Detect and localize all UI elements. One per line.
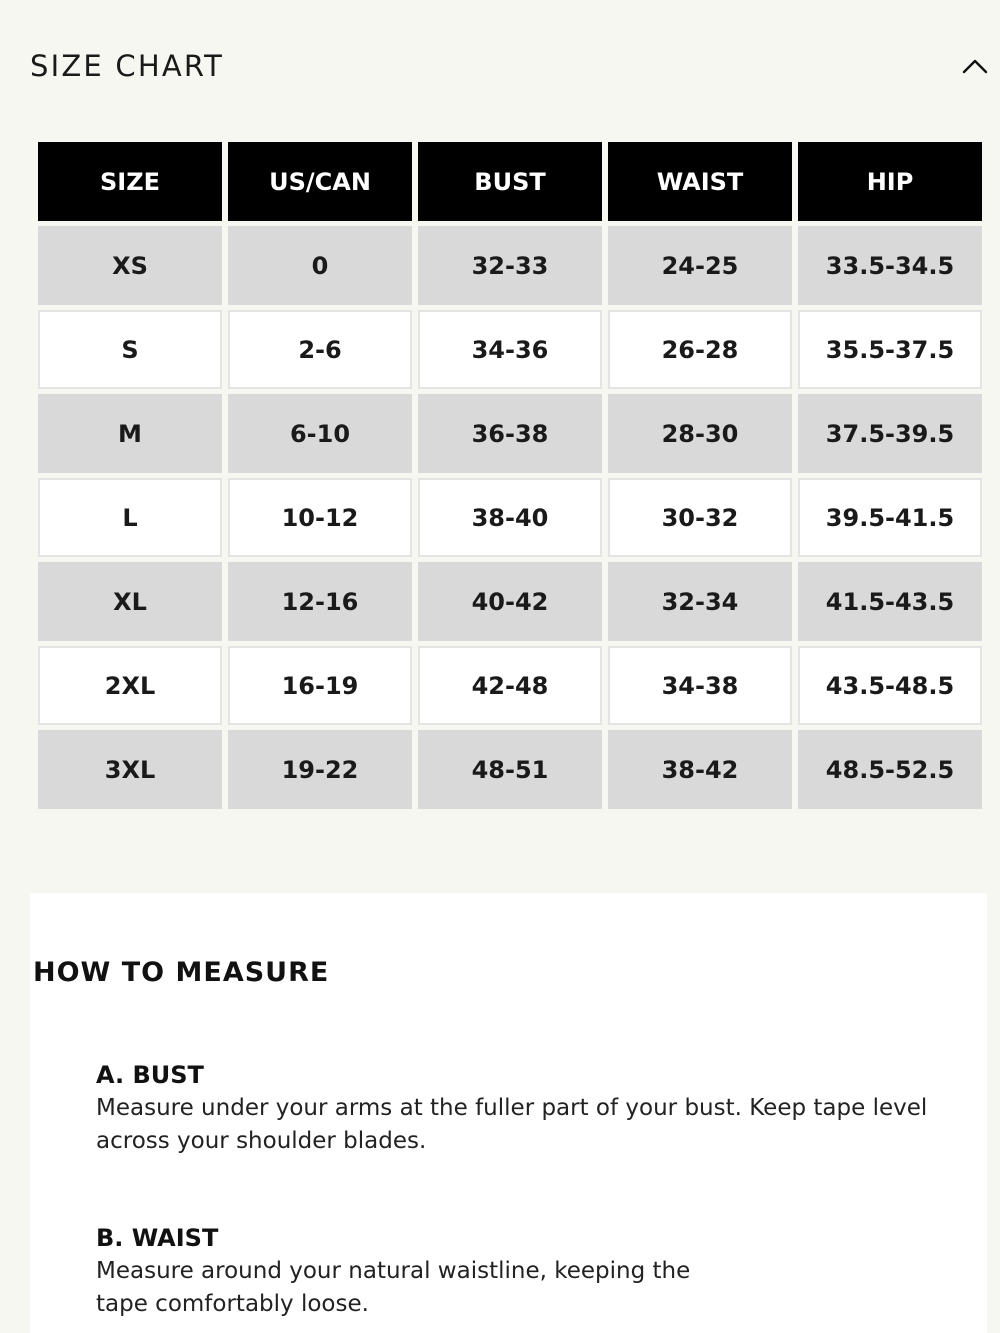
cell-waist: 38-42: [608, 730, 792, 809]
size-chart-accordion-header[interactable]: [0, 0, 1000, 130]
cell-size: M: [38, 394, 222, 473]
cell-bust: 40-42: [418, 562, 602, 641]
cell-bust: 48-51: [418, 730, 602, 809]
header-size: SIZE: [38, 142, 222, 221]
cell-waist: 24-25: [608, 226, 792, 305]
cell-us-can: 2-6: [228, 310, 412, 389]
table-row: [38, 394, 982, 473]
table-row: [38, 226, 982, 305]
cell-hip: 48.5-52.5: [798, 730, 982, 809]
how-to-measure-heading: HOW TO MEASURE: [33, 957, 330, 988]
cell-us-can: 0: [228, 226, 412, 305]
cell-waist: 28-30: [608, 394, 792, 473]
table-row: [38, 562, 982, 641]
cell-hip: 37.5-39.5: [798, 394, 982, 473]
size-chart-title: SIZE CHART: [30, 49, 225, 83]
cell-waist: 30-32: [608, 478, 792, 557]
cell-size: S: [38, 310, 222, 389]
table-row: [38, 646, 982, 725]
cell-bust: 34-36: [418, 310, 602, 389]
chevron-up-icon[interactable]: [958, 52, 992, 82]
cell-us-can: 10-12: [228, 478, 412, 557]
header-bust: BUST: [418, 142, 602, 221]
table-header-row: [38, 142, 982, 221]
cell-size: XS: [38, 226, 222, 305]
cell-waist: 34-38: [608, 646, 792, 725]
measure-item-text: Measure around your natural waistline, keeping the tape comfortably loose.: [96, 1258, 691, 1317]
header-hip: HIP: [798, 142, 982, 221]
cell-bust: 36-38: [418, 394, 602, 473]
cell-bust: 32-33: [418, 226, 602, 305]
cell-us-can: 16-19: [228, 646, 412, 725]
measure-item-title: A. BUST: [96, 1061, 204, 1089]
cell-hip: 41.5-43.5: [798, 562, 982, 641]
cell-waist: 26-28: [608, 310, 792, 389]
cell-size: 2XL: [38, 646, 222, 725]
cell-bust: 38-40: [418, 478, 602, 557]
cell-waist: 32-34: [608, 562, 792, 641]
cell-hip: 43.5-48.5: [798, 646, 982, 725]
measure-item-text: Measure under your arms at the fuller part of your bust. Keep tape level across your shoulder blades.: [96, 1095, 928, 1154]
cell-bust: 42-48: [418, 646, 602, 725]
measure-item-bust: [96, 1059, 976, 1158]
cell-hip: 39.5-41.5: [798, 478, 982, 557]
cell-us-can: 6-10: [228, 394, 412, 473]
cell-size: L: [38, 478, 222, 557]
cell-hip: 33.5-34.5: [798, 226, 982, 305]
measure-item-title: B. WAIST: [96, 1224, 219, 1252]
table-row: [38, 310, 982, 389]
cell-size: 3XL: [38, 730, 222, 809]
how-to-measure-section: [30, 893, 987, 1333]
table-row: [38, 730, 982, 809]
cell-us-can: 12-16: [228, 562, 412, 641]
cell-us-can: 19-22: [228, 730, 412, 809]
size-chart-table: [32, 137, 988, 814]
measure-item-waist: [96, 1222, 976, 1321]
cell-hip: 35.5-37.5: [798, 310, 982, 389]
header-waist: WAIST: [608, 142, 792, 221]
cell-size: XL: [38, 562, 222, 641]
table-row: [38, 478, 982, 557]
header-us-can: US/CAN: [228, 142, 412, 221]
